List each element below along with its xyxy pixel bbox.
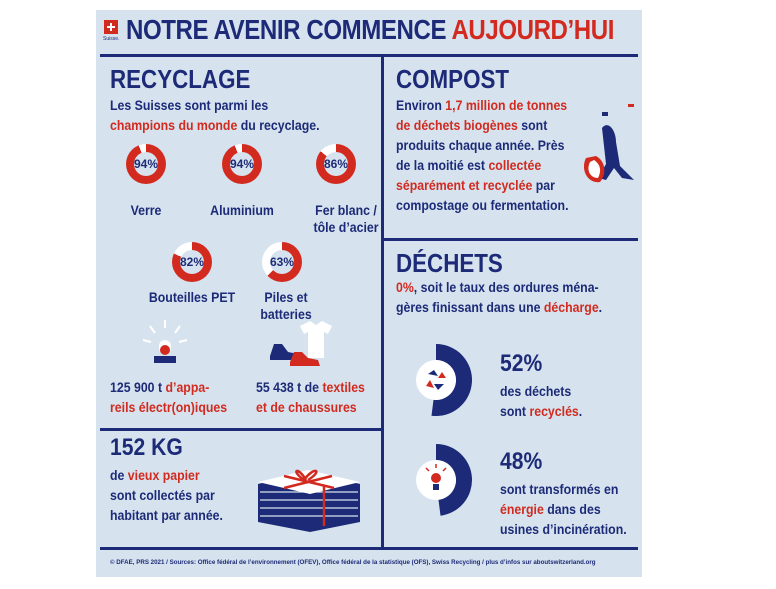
- compost-line6: compostage ou fermentation.: [396, 197, 569, 213]
- dechets-l2a: gères finissant dans une: [396, 299, 544, 315]
- appareils-highlight: d’appa-: [165, 379, 210, 395]
- intro-highlight: champions du monde: [110, 117, 238, 133]
- compost-heading: COMPOST: [396, 64, 510, 94]
- stat1-l2c: .: [578, 403, 583, 419]
- papier-highlight: vieux papier: [127, 467, 200, 483]
- appareils-line1: [110, 378, 209, 396]
- dechets-line1: [396, 278, 599, 296]
- page-title: [126, 14, 614, 46]
- stat2-line3: usines d’incinération.: [500, 521, 627, 537]
- paper-stack-icon: [254, 456, 364, 534]
- energy-gauge: [408, 440, 484, 520]
- papier-line1: [110, 466, 200, 484]
- intro-end: du recyclage.: [237, 117, 320, 133]
- stat2-l2b: dans des: [543, 501, 601, 517]
- lamp-icon: [140, 318, 190, 368]
- donut-label: Fer blanc / tôle d’acier: [313, 202, 379, 235]
- divider-recyclage-papier: [100, 428, 381, 431]
- dechets-line2: [396, 298, 602, 316]
- stat1-pct: 52%: [500, 350, 543, 377]
- recycled-gauge: [408, 340, 484, 420]
- infographic-poster: [96, 10, 642, 577]
- stat2-pct: 48%: [500, 448, 543, 475]
- stat1-highlight: recyclés: [529, 403, 579, 419]
- papier-line2: sont collectés par: [110, 487, 215, 503]
- stat1-line1: des déchets: [500, 383, 572, 399]
- donut-label: Verre: [130, 202, 162, 218]
- dechets-l2-highlight: décharge: [543, 299, 599, 315]
- recycling-donut: [316, 144, 356, 184]
- divider-vertical: [381, 57, 384, 547]
- footer-sources: © DFAE, PRS 2021 / Sources: Office fédéral de l’environnement (OFEV), Office fédéral de la statistique (OFS), Swiss Recycling / plus d’infos sur aboutswitzerland.org: [110, 559, 596, 566]
- title-part2: AUJOURD’HUI: [451, 14, 614, 45]
- compost-l4a: de la moitié est: [396, 157, 489, 173]
- dechets-l1b: , soit le taux des ordures ména-: [413, 279, 599, 295]
- recycling-donut: [172, 242, 212, 282]
- textiles-line2: [256, 398, 357, 416]
- compost-line1: [396, 96, 567, 114]
- divider-header: [100, 54, 638, 57]
- shoe-shirt-icon: [266, 318, 336, 373]
- compost-l2b: sont: [517, 117, 548, 133]
- textiles-value: 55 438 t de: [256, 379, 323, 395]
- recyclage-intro-line1: Les Suisses sont parmi les: [110, 97, 269, 113]
- divider-footer: [100, 547, 638, 550]
- donut-label: Piles et batteries: [260, 289, 312, 322]
- compost-line3: produits chaque année. Près: [396, 137, 565, 153]
- compost-line5: [396, 176, 555, 194]
- compost-l4-highlight: collectée: [488, 157, 542, 173]
- donut-label: Bouteilles PET: [148, 289, 236, 305]
- compost-l5b: par: [532, 177, 555, 193]
- papier-line3: habitant par année.: [110, 507, 223, 523]
- swiss-flag-icon: [104, 20, 118, 34]
- dechets-l2c: .: [598, 299, 603, 315]
- appareils-highlight2: reils électr(on)iques: [110, 399, 228, 415]
- stat2-highlight: énergie: [500, 501, 544, 517]
- stat2-line2: [500, 500, 601, 518]
- appareils-value: 125 900 t: [110, 379, 166, 395]
- donut-label: Aluminium: [210, 202, 274, 218]
- donut-percent: 94%: [133, 157, 159, 171]
- flag-caption: Suisse.: [103, 36, 120, 42]
- papier-l1a: de: [110, 467, 128, 483]
- compost-l2-highlight: de déchets biogènes: [396, 117, 518, 133]
- recycling-donut: [222, 144, 262, 184]
- dechets-l1-highlight: 0%: [396, 279, 414, 295]
- recycling-donut: [262, 242, 302, 282]
- donut-percent: 94%: [229, 157, 255, 171]
- compost-l1-highlight: 1,7 million de tonnes: [445, 97, 568, 113]
- compost-l5-highlight: séparément et recyclée: [396, 177, 533, 193]
- dechets-heading: DÉCHETS: [396, 248, 503, 278]
- papier-heading: 152 KG: [110, 434, 183, 461]
- textiles-line1: [256, 378, 365, 396]
- stat1-line2: [500, 402, 582, 420]
- donut-percent: 82%: [179, 255, 205, 269]
- compost-l1a: Environ: [396, 97, 446, 113]
- title-part1: NOTRE AVENIR COMMENCE: [126, 14, 447, 45]
- compost-line2: [396, 116, 547, 134]
- recyclage-heading: RECYCLAGE: [110, 64, 251, 94]
- divider-compost-dechets: [384, 238, 638, 241]
- stat1-l2a: sont: [500, 403, 530, 419]
- banana-apple-icon: [576, 100, 638, 192]
- stat2-line1: sont transformés en: [500, 481, 619, 497]
- appareils-line2: [110, 398, 227, 416]
- donut-percent: 63%: [269, 255, 295, 269]
- donut-percent: 86%: [323, 157, 349, 171]
- textiles-highlight: textiles: [322, 379, 365, 395]
- recycling-donut: [126, 144, 166, 184]
- recyclage-intro-line2: [110, 116, 320, 134]
- textiles-highlight2: et de chaussures: [256, 399, 357, 415]
- compost-line4: [396, 156, 541, 174]
